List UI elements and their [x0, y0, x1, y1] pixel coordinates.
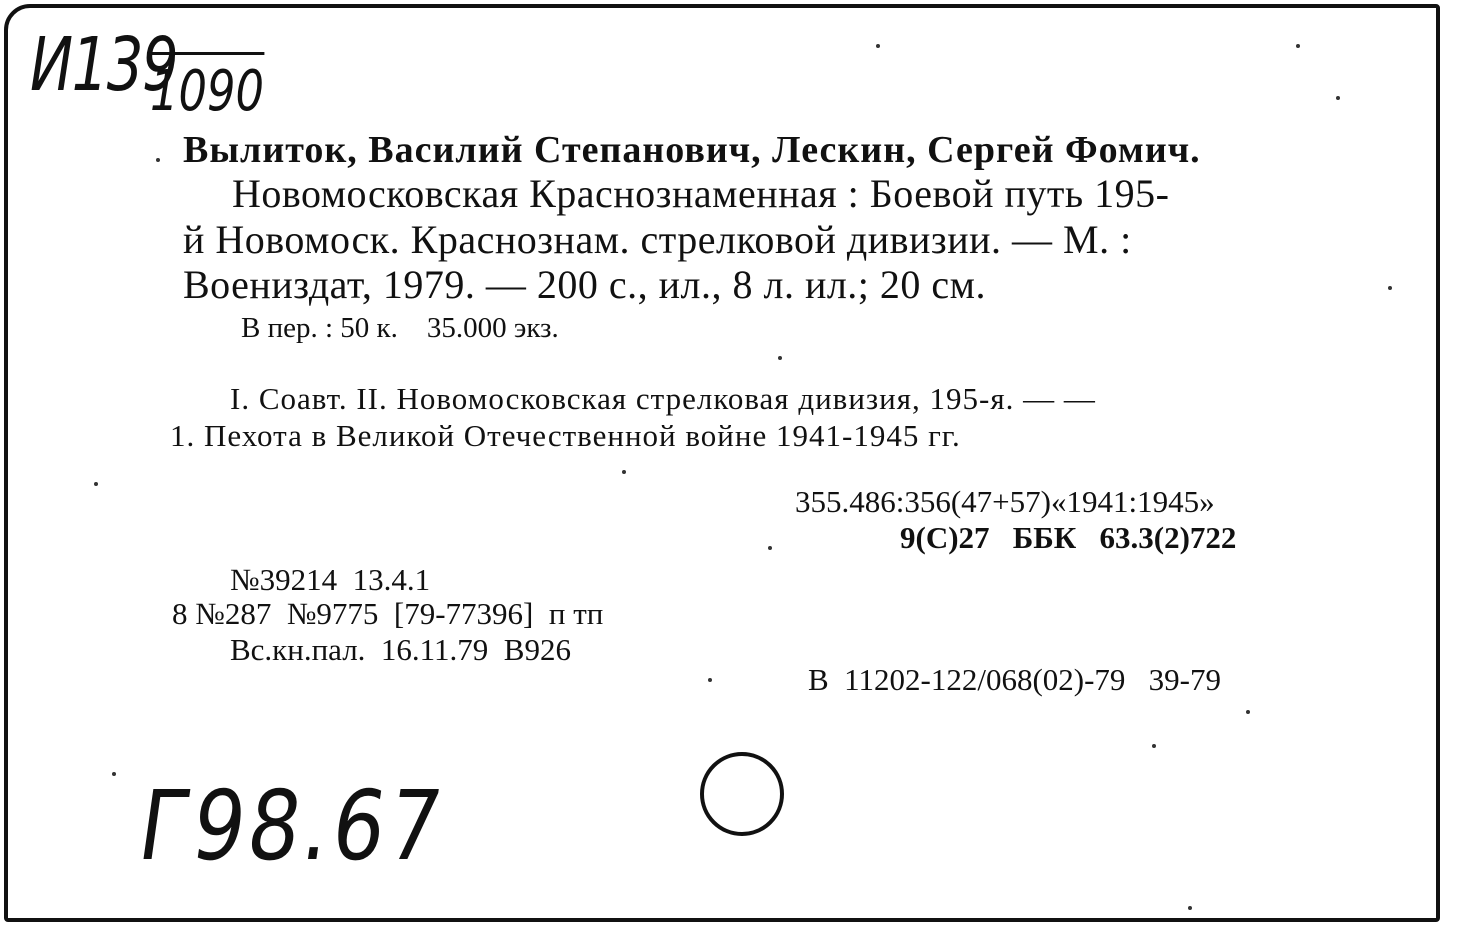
udc-index: 355.486:356(47+57)«1941:1945» — [795, 484, 1215, 519]
catalog-code: В 11202-122/068(02)-79 39-79 — [808, 662, 1222, 697]
speckle-dot — [1188, 906, 1192, 910]
handwritten-shelf-mark: Г98.67 — [132, 770, 452, 882]
speckle-dot — [1296, 44, 1300, 48]
speckle-dot — [112, 772, 116, 776]
tracings-line-2: 1. Пехота в Великой Отечественной войне 1941-1945 гг. — [170, 418, 961, 453]
speckle-dot — [1152, 744, 1156, 748]
speckle-dot — [622, 470, 626, 474]
punch-hole-circle — [700, 752, 784, 836]
registry-line-2: 8 №287 №9775 [79-77396] п тп — [172, 596, 604, 631]
speckle-dot — [876, 44, 880, 48]
speckle-dot — [1388, 286, 1392, 290]
bbk-index: 9(С)27 ББК 63.3(2)722 — [900, 520, 1237, 555]
registry-line-1: №39214 13.4.1 — [230, 562, 431, 597]
registry-line-3: Вс.кн.пал. 16.11.79 В926 — [230, 632, 571, 667]
speckle-dot — [778, 356, 782, 360]
speckle-dot — [94, 482, 98, 486]
handwritten-inventory-number: И139 — [30, 22, 178, 108]
speckle-dot — [1336, 96, 1340, 100]
speckle-dot — [768, 546, 772, 550]
speckle-dot — [708, 678, 712, 682]
price-line: В пер. : 50 к. 35.000 экз. — [241, 312, 559, 344]
description-line-1: Новомосковская Краснознаменная : Боевой путь 195- — [232, 171, 1170, 216]
speckle-dot — [156, 158, 160, 162]
description-line-3: Воениздат, 1979. — 200 с., ил., 8 л. ил.; 20 см. — [183, 262, 986, 307]
tracings-line-1: I. Соавт. II. Новомосковская стрелковая дивизия, 195-я. — — — [230, 381, 1096, 416]
description-line-2: й Новомоск. Краснознам. стрелковой дивизии. — М. : — [183, 217, 1132, 262]
handwritten-inventory-suffix: 1090 — [150, 52, 264, 124]
authors-heading: Вылиток, Василий Степанович, Лескин, Сергей Фомич. — [183, 129, 1201, 171]
speckle-dot — [1246, 710, 1250, 714]
